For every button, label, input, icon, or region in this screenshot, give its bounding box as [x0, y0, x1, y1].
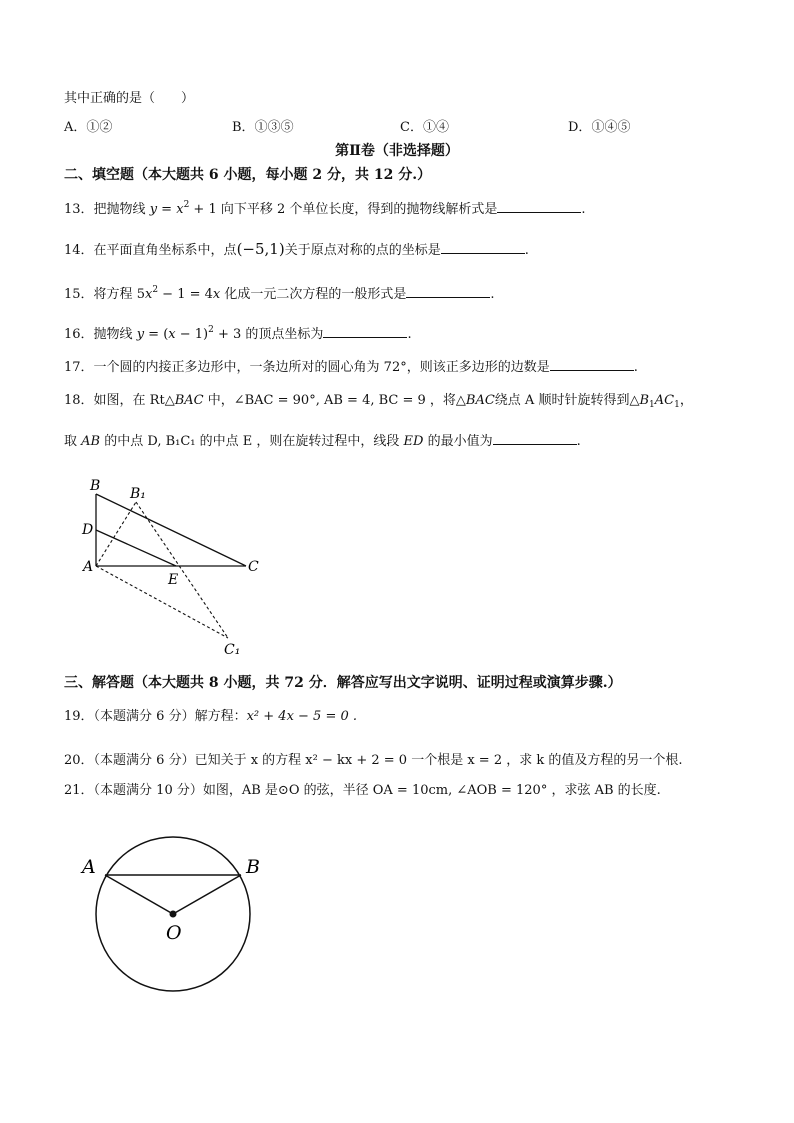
segment-b1c1: [136, 502, 228, 638]
option-d: D．①④⑤: [568, 120, 631, 135]
option-a: A．①②: [64, 120, 113, 135]
part2-title: 第Ⅱ卷（非选择题）: [335, 143, 459, 159]
circle-figure: [76, 826, 286, 1026]
label-d: D: [82, 522, 94, 538]
answer-blank: [406, 285, 490, 298]
segment-de: [96, 530, 176, 566]
question-20: 20．（本题满分 6 分）已知关于 x 的方程 x² − kx + 2 = 0 一个根是 x = 2 ，求 k 的值及方程的另一个根.: [64, 753, 683, 768]
option-c: C．①④: [400, 120, 449, 135]
answer-blank: [441, 241, 525, 254]
question-19: 19．（本题满分 6 分）解方程：x² + 4x − 5 = 0 .: [64, 709, 358, 724]
label-a: A: [82, 856, 96, 878]
label-o: O: [166, 922, 182, 944]
label-e: E: [168, 572, 179, 588]
answer-blank: [550, 358, 634, 371]
question-14: 14．在平面直角坐标系中，点(−5,1)关于原点对称的点的坐标是 .: [64, 240, 529, 258]
question-16: 16．抛物线 $y = (x - 1)^2 + 3$ 的顶点坐标为 .: [64, 325, 412, 342]
rotation-figure: [78, 472, 278, 662]
label-b1: B₁: [130, 486, 146, 502]
radius-oa: [105, 875, 173, 914]
question-17: 17．一个圆的内接正多边形中，一条边所对的圆心角为 72°，则该正多边形的边数是 .: [64, 360, 638, 375]
label-b: B: [90, 478, 101, 494]
answer-blank: [323, 325, 407, 338]
question-18-line2: 取 AB 的中点 D, B₁C₁ 的中点 E ，则在旋转过程中，线段 ED 的最小值为 .: [64, 434, 581, 449]
radius-ob: [173, 875, 241, 914]
label-c1: C₁: [224, 642, 241, 658]
segment-ab1: [96, 502, 136, 566]
label-b: B: [246, 856, 260, 878]
center-point: [170, 911, 177, 918]
question-13: 13．把抛物线 $y = x^2 + 1$ 向下平移 2 个单位长度，得到的抛物线解析式是 .: [64, 200, 586, 217]
question-stem: 其中正确的是（ ）: [64, 91, 195, 106]
answer-blank: [493, 432, 577, 445]
label-a: A: [83, 559, 94, 575]
section3-heading: 三、解答题（本大题共 8 小题，共 72 分．解答应写出文字说明、证明过程或演算步骤.）: [64, 675, 622, 691]
segment-bc: [96, 494, 246, 566]
segment-ac1: [96, 566, 228, 638]
question-21: 21．（本题满分 10 分）如图，AB 是⊙O 的弦，半径 OA = 10cm, ∠AOB = 120° ，求弦 AB 的长度.: [64, 783, 661, 798]
question-18-line1: 18．如图，在 Rt△BAC 中，∠BAC = 90°, AB = 4, BC = 9 ，将△BAC绕点 A 顺时针旋转得到$\triangle B_1AC_1$，: [64, 393, 693, 410]
label-c: C: [248, 559, 259, 575]
answer-blank: [497, 200, 581, 213]
question-15: 15．将方程 $5x^2 - 1 = 4x$ 化成一元二次方程的一般形式是 .: [64, 285, 495, 302]
option-b: B．①③⑤: [232, 120, 294, 135]
section2-heading: 二、填空题（本大题共 6 小题，每小题 2 分，共 12 分.）: [64, 167, 432, 183]
